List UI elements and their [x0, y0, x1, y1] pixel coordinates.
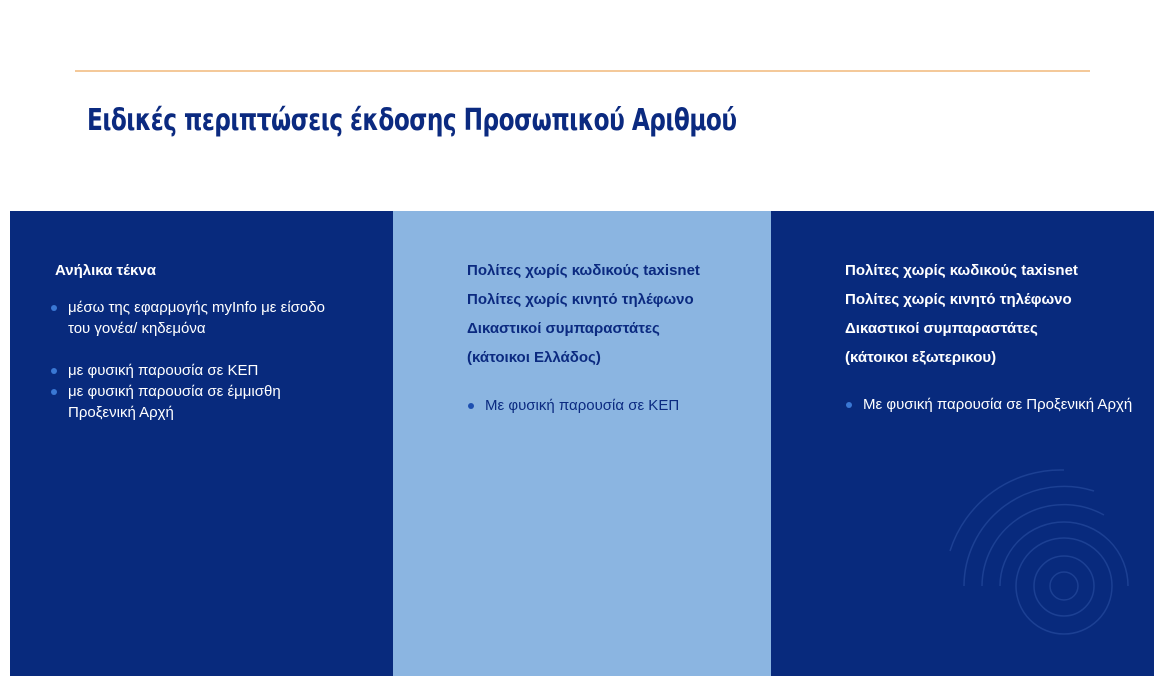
- panel-heading: [467, 256, 700, 372]
- panel-heading: [845, 256, 1078, 372]
- heading-line: (κάτοικοι Ελλάδος): [467, 349, 601, 366]
- list-item: [51, 297, 351, 339]
- panel-heading: Ανήλικα τέκνα: [55, 262, 156, 279]
- bullet-icon: [468, 403, 474, 409]
- panel-minors: [10, 211, 393, 676]
- list-item-text: Με φυσική παρουσία σε ΚΕΠ: [485, 397, 680, 414]
- bullet-icon: [51, 368, 57, 374]
- panel-residents-greece: [393, 211, 771, 676]
- bullet-icon: [846, 402, 852, 408]
- bullet-icon: [51, 305, 57, 311]
- heading-line: Πολίτες χωρίς κωδικούς taxisnet: [467, 262, 700, 279]
- list-item: [51, 360, 351, 381]
- list-item-text: Με φυσική παρουσία σε Προξενική Αρχή: [863, 396, 1133, 413]
- bullet-list: [51, 297, 351, 423]
- list-item: [468, 395, 758, 416]
- heading-line: Πολίτες χωρίς κινητό τηλέφωνο: [467, 291, 694, 308]
- list-item-text: μέσω της εφαρμογής myInfo με είσοδο του γονέα/ κηδεμόνα: [68, 299, 325, 337]
- bullet-list: [468, 395, 758, 416]
- slide-title: Ειδικές περιπτώσεις έκδοσης Προσωπικού Αριθμού: [87, 103, 737, 138]
- panels-row: [10, 211, 1154, 676]
- heading-line: Δικαστικοί συμπαραστάτες: [845, 320, 1038, 337]
- bullet-icon: [51, 389, 57, 395]
- panel-residents-abroad: [771, 211, 1154, 676]
- list-item: [51, 381, 351, 423]
- heading-line: (κάτοικοι εξωτερικου): [845, 349, 997, 366]
- list-item-text: με φυσική παρουσία σε έμμισθη Προξενική Αρχή: [68, 383, 281, 421]
- top-accent-rule: [75, 70, 1090, 72]
- list-item-text: με φυσική παρουσία σε ΚΕΠ: [68, 362, 259, 379]
- heading-line: Πολίτες χωρίς κωδικούς taxisnet: [845, 262, 1078, 279]
- list-item: [846, 394, 1136, 415]
- heading-line: Δικαστικοί συμπαραστάτες: [467, 320, 660, 337]
- heading-line: Πολίτες χωρίς κινητό τηλέφωνο: [845, 291, 1072, 308]
- concentric-arcs-icon: [914, 391, 1134, 651]
- bullet-list: [846, 394, 1136, 415]
